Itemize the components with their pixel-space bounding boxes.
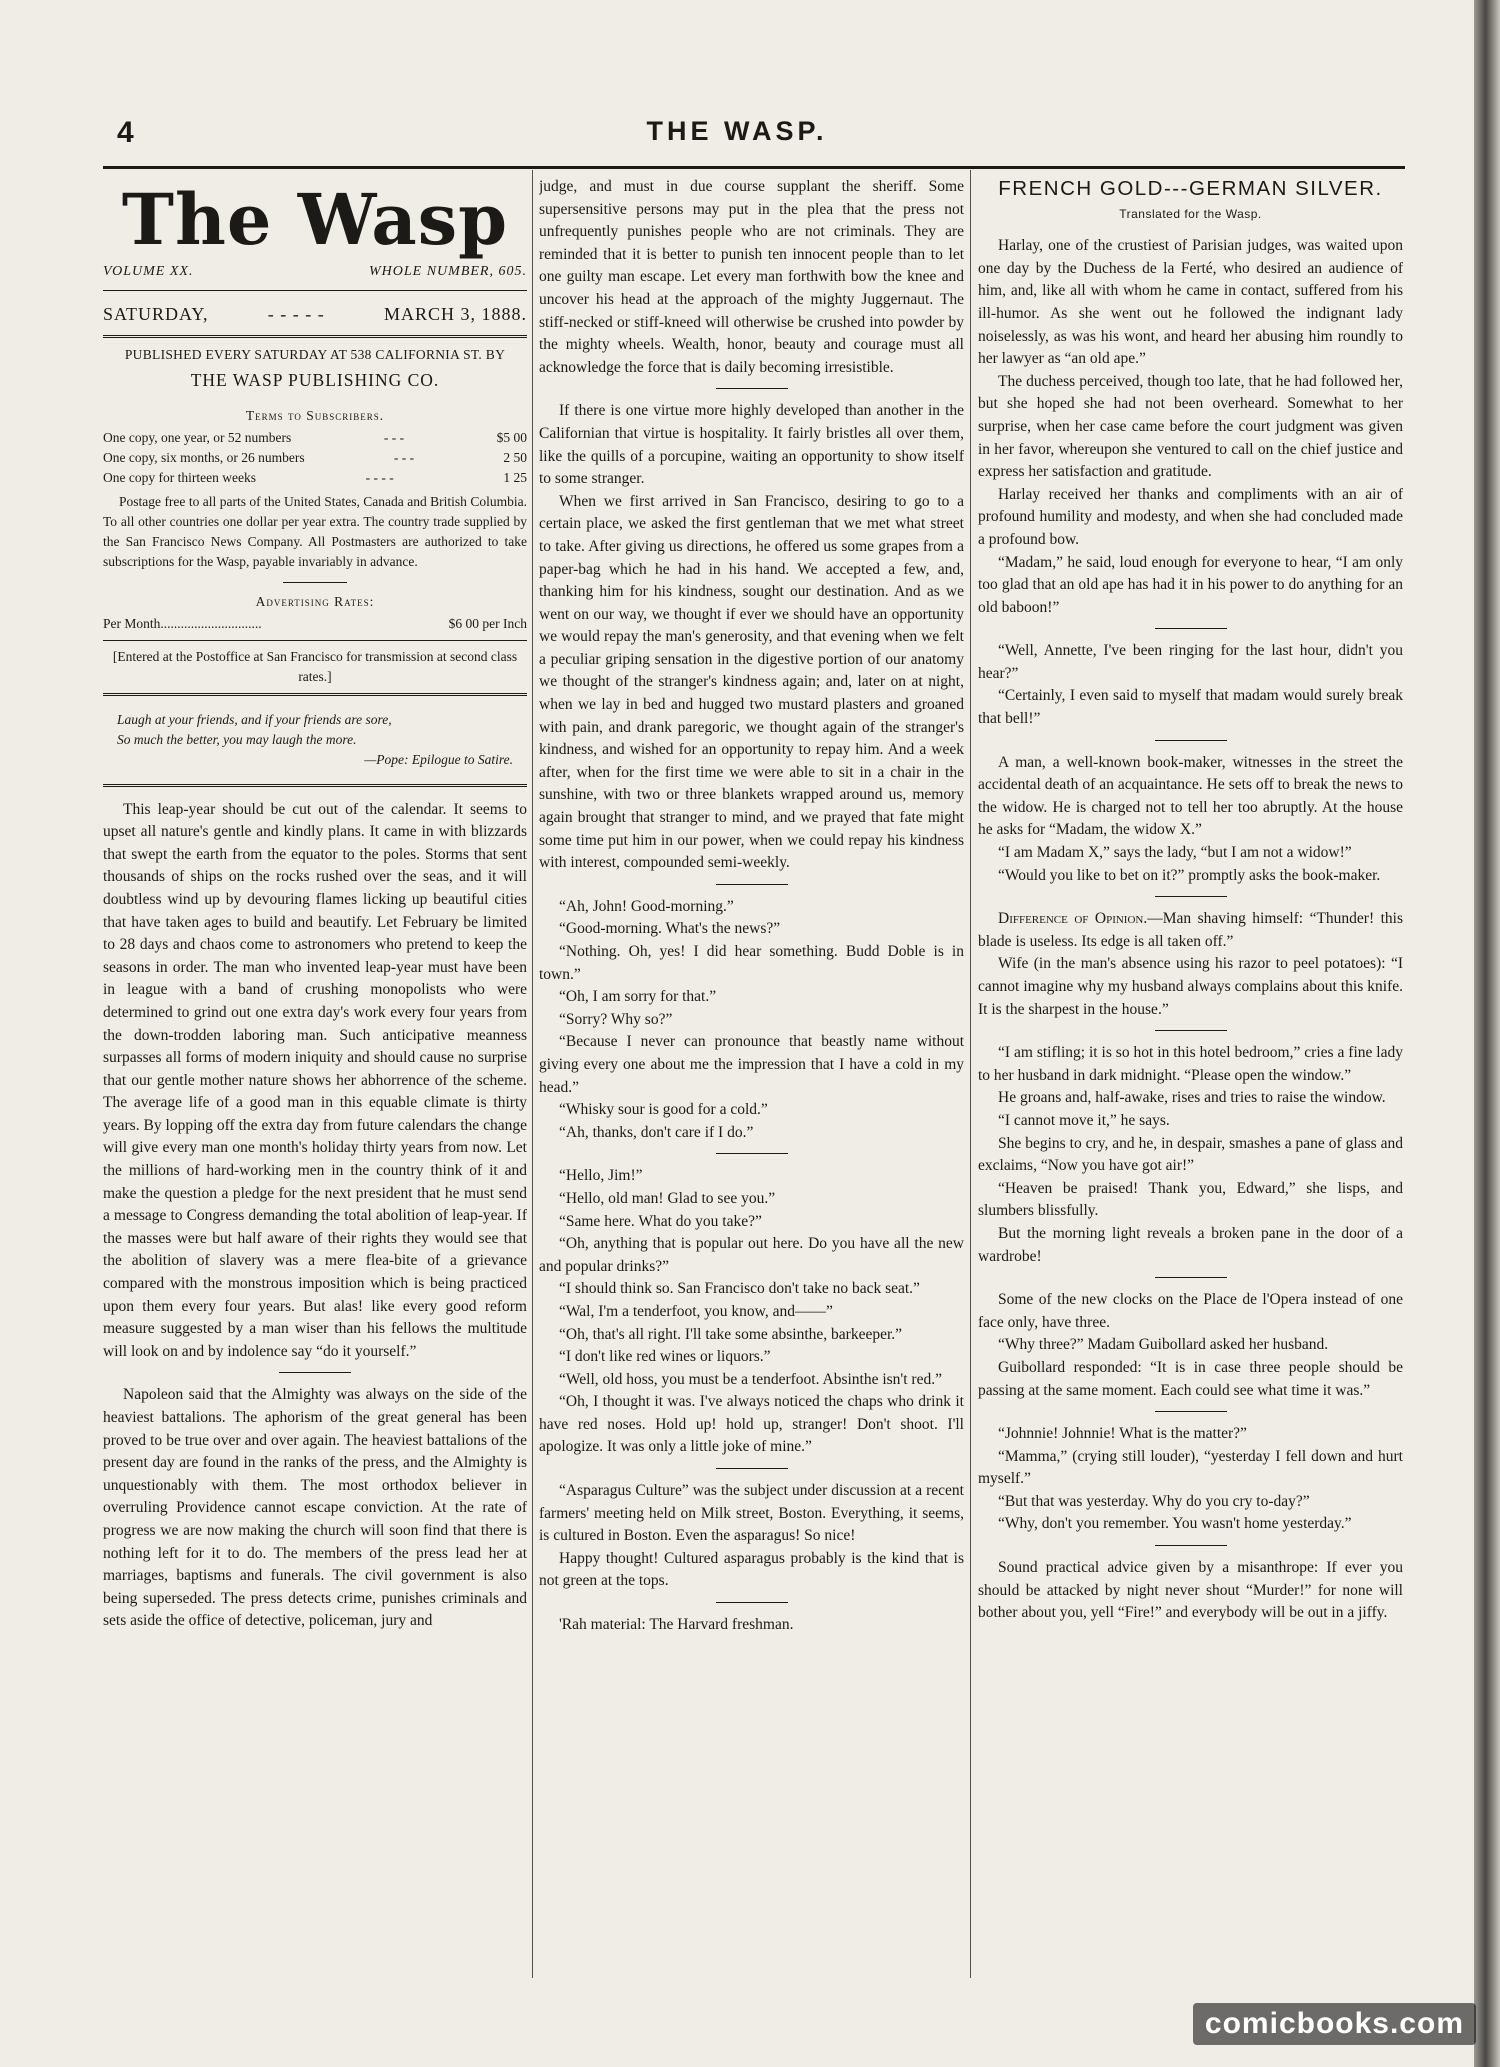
separator: [716, 388, 788, 389]
anecdote-paragraph: “Well, Annette, I've been ringing for the last hour, didn't you hear?”: [978, 642, 1403, 682]
motto-attribution: —Pope: Epilogue to Satire.: [364, 751, 513, 767]
column-2: [539, 176, 964, 1976]
editorial-napoleon: Napoleon said that the Almighty was always on the side of the heaviest battalions. The aphorism of the great general has been proved to be true over and over again. The heaviest battalions of the present day are found in the ranks of the press, and the Almighty is unquestionably with them. The most orthodox believer in overruling Providence cannot escape conviction. At the rate of progress we are now making the church will soon find that there is nothing left for it to do. The members of the press lead her at marriages, baptisms and funerals. The civil government is also being superseded. The press detects crime, punishes criminals and sets aside the office of detective, policeman, jury and: [103, 1386, 527, 1630]
anecdote-paragraph: “I cannot move it,” he says.: [998, 1111, 1170, 1129]
separator: [716, 884, 788, 885]
anecdote-paragraph: Guibollard responded: “It is in case three people should be passing at the same moment. Each could see what time it was.”: [978, 1358, 1403, 1399]
publisher: THE WASP PUBLISHING CO.: [190, 369, 440, 390]
anecdote-paragraph: “Would you like to bet on it?” promptly asks the book-maker.: [998, 866, 1381, 884]
anecdote-paragraph: “Why, don't you remember. You wasn't home yesterday.”: [998, 1515, 1352, 1533]
separator: [716, 1602, 788, 1603]
divider: [103, 640, 527, 641]
separator: [1155, 628, 1227, 629]
price-value: $5 00: [496, 429, 527, 445]
harvard-quip: 'Rah material: The Harvard freshman.: [559, 1616, 794, 1634]
column-divider: [970, 170, 971, 1978]
anecdote-paragraph: But the morning light reveals a broken pane in the door of a wardrobe!: [978, 1224, 1403, 1265]
separator: [1155, 896, 1227, 897]
page-number: 4: [117, 116, 134, 149]
separator: [1155, 1545, 1227, 1546]
anecdote-paragraph: Sound practical advice given by a misanthrope: If ever you should be attacked by night never shout “Murder!” for none will bother about you, yell “Fire!” and everybody will be out in a jiffy.: [978, 1559, 1403, 1622]
postage-notice: Postage free to all parts of the United States, Canada and British Columbia. To all other countries one dollar per year extra. The country trade supplied by the San Francisco News Company. All Postmasters are authorized to take subscriptions for the Wasp, payable invariably in advance.: [103, 493, 527, 569]
dialogue-line: “Ah, John! Good-morning.”: [559, 897, 734, 915]
motto: [103, 702, 527, 778]
dialogue-line: “Good-morning. What's the news?”: [559, 920, 781, 938]
separator: [716, 1153, 788, 1154]
dialogue-line: “Well, old hoss, you must be a tenderfoot. Absinthe isn't red.”: [559, 1370, 942, 1388]
column-1: [103, 176, 527, 1976]
anecdote-paragraph: She begins to cry, and he, in despair, smashes a pane of glass and exclaims, “Now you have got air!”: [978, 1134, 1403, 1175]
issue-date: MARCH 3, 1888.: [383, 303, 527, 324]
entered-notice: [Entered at the Postoffice at San Francisco for transmission at second class rates.]: [112, 648, 518, 684]
anecdote-text: —Man shaving himself: “Thunder! this blade is useless. Its edge is all taken off.”: [978, 910, 1403, 950]
anecdote-paragraph: Some of the new clocks on the Place de l'Opera instead of one face only, have three.: [978, 1291, 1403, 1331]
dialogue-line: “Oh, I am sorry for that.”: [559, 988, 717, 1006]
dialogue-line: “Sorry? Why so?”: [559, 1010, 673, 1028]
anecdote-paragraph: “I am stifling; it is so hot in this hotel bedroom,” cries a fine lady to her husband in dark midnight. “Please open the window.”: [978, 1044, 1403, 1084]
anecdote-paragraph: “Heaven be praised! Thank you, Edward,” she lisps, and slumbers blissfully.: [978, 1179, 1403, 1220]
editorial-continued: judge, and must in due course supplant the sheriff. Some supersensitive persons may put in the plea that the press not unfrequently punishes people who are not criminals. They are reminded that it is better to punish ten innocent people than to let one guilty man escape. Let every man forthwith bow the knee and uncover his head at the approach of the mighty Juggernaut. The stiff-necked or stiff-kneed will otherwise be crushed into powder by the mighty wheels. Wealth, honor, beauty and courage must all acknowledge the force that is daily becoming irresistible.: [539, 178, 964, 376]
date-dashes: - - - - -: [267, 303, 325, 324]
hospitality-paragraph: If there is one virtue more highly developed than another in the Californian that virtue is hospitality. It fairly bristles all over them, like the quills of a porcupine, waiting an opportunity to show itself to some stranger.: [539, 402, 964, 488]
article-title: FRENCH GOLD---GERMAN SILVER.: [998, 177, 1383, 200]
anecdote-paragraph: Harlay, one of the crustiest of Parisian judges, was waited upon one day by the Duchess de la Ferté, who desired an audience of him, and, like all with whom he came in contact, suffered from his ill-humor. As she went out he followed the indignant lady noiselessly, as was his wont, and heard her abusing him roundly to her lawyer as “an old ape.”: [978, 237, 1403, 368]
anecdote-paragraph: “Mamma,” (crying still louder), “yesterday I fell down and hurt myself.”: [978, 1447, 1403, 1488]
price-row: [103, 428, 527, 448]
anecdote-paragraph: A man, a well-known book-maker, witnesses in the street the accidental death of an acquaintance. He sets off to break the news to the widow. He is charged not to tell her too abruptly. At the house he asks for “Madam, the widow X.”: [978, 753, 1403, 839]
divider: [103, 335, 527, 338]
anecdote-paragraph: “Johnnie! Johnnie! What is the matter?”: [998, 1425, 1247, 1443]
header-rule: [103, 166, 1405, 169]
editorial-leap-year: This leap-year should be cut out of the calendar. It seems to upset all nature's gentle and kindly plans. It came in with blizzards that swept the earth from the equator to the poles. Storms that sent thousands of ships on the rocks rushed over the seas, and it will doubtless wind up by devouring flames licking up beautiful cities that have taken ages to build and beautify. Let February be limited to 28 days and chaos come to astronomers who pretend to keep the seasons in order. The man who invented leap-year must have been in league with a band of crushing monopolists who were determined to grind out one extra day's work every four years from the down-trodden laboring man. Such anticipative meanness surpasses all forms of modern iniquity and should cause no surprise that our gentle mother nature shows her abhorrence of the scheme. The average life of a good man in this equable climate is thirty years. By lopping off the extra day from future calendars the change will give every man one month's holiday thirty years from now. Let the millions of hard-working men in the country think of it and make the question a pledge for the next president that he must send a message to Congress demanding the total abolition of leap-year. If the masses were but half aware of their rights they would see that the abolition of slavery was a mere flea-bite of a grievance compared with the monstrous imposition which is being practiced upon them every four years. But alas! like every good reform measure suggested by a man wiser than his fellows the multitude will look on and by indolence say “do it yourself.”: [103, 800, 527, 1360]
anecdote-paragraph: “Certainly, I even said to myself that madam would surely break that bell!”: [978, 687, 1403, 728]
anecdote-paragraph: “I am Madam X,” says the lady, “but I am not a widow!”: [998, 844, 1352, 862]
anecdote-paragraph: The duchess perceived, though too late, that he had followed her, but she hoped she had not been overheard. Somewhat to her surprise, when her case came before the court judgment was given in her favor, whereupon she ventured to call on the chief justice and express her satisfaction and gratitude.: [978, 372, 1403, 481]
ad-rate-row: [103, 614, 527, 634]
ad-label: Per Month: [103, 615, 161, 631]
dialogue-line: “Same here. What do you take?”: [559, 1212, 762, 1230]
dialogue-line: “Oh, I thought it was. I've always noticed the chaps who drink it have red noses. Hold up! hold up, stranger! Don't shoot. I'll apologize. It was only a little joke of mine.”: [539, 1393, 964, 1456]
dialogue-line: “Because I never can pronounce that beastly name without giving every one about me the impression that I have a cold in my head.”: [539, 1033, 964, 1096]
dialogue-line: “Wal, I'm a tenderfoot, you know, and——”: [559, 1302, 833, 1320]
dialogue-line: “Hello, Jim!”: [559, 1167, 643, 1185]
section-lead: Difference of Opinion.: [998, 910, 1148, 928]
dialogue-line: “I should think so. San Francisco don't take no back seat.”: [559, 1280, 920, 1298]
asparagus-paragraph: “Asparagus Culture” was the subject under discussion at a recent farmers' meeting held on Milk street, Boston. Everything, it seems, is cultured in Boston. Even the asparagus! So nice!: [539, 1482, 964, 1545]
price-row: [103, 468, 527, 488]
anecdote-paragraph: Wife (in the man's absence using his razor to peel potatoes): “I cannot imagine why my husband always complains about this knife. It is the sharpest in the house.”: [978, 955, 1403, 1018]
price-value: 1 25: [503, 469, 527, 485]
ad-price: $6 00 per Inch: [448, 615, 527, 631]
price-dots: - - - -: [365, 469, 394, 485]
dialogue-line: “Whisky sour is good for a cold.”: [559, 1101, 768, 1119]
divider: [103, 784, 527, 787]
divider: [283, 582, 347, 583]
price-row: [103, 448, 527, 468]
anecdote-paragraph: “Madam,” he said, loud enough for everyone to hear, “I am only too glad that an old ape has had it in his power to do anything for an old baboon!”: [978, 553, 1403, 616]
column-3: [978, 176, 1403, 1976]
page-binding-edge: [1474, 0, 1500, 2067]
separator: [1155, 1411, 1227, 1412]
anecdote-paragraph: Harlay received her thanks and compliments with an air of profound humility and modesty, and when she had concluded made a profound bow.: [978, 485, 1403, 548]
divider: [103, 693, 527, 696]
price-label: One copy for thirteen weeks: [103, 469, 256, 485]
whole-number: WHOLE NUMBER, 605.: [369, 264, 527, 279]
price-dots: - - -: [393, 449, 415, 465]
ad-dots: ..............................: [160, 615, 262, 631]
date-line: [103, 297, 527, 330]
published-line: PUBLISHED EVERY SATURDAY AT 538 CALIFORNIA ST. BY: [124, 347, 506, 363]
separator: [716, 1468, 788, 1469]
separator: [1155, 1277, 1227, 1278]
anecdote-paragraph: [978, 908, 1403, 953]
volume: VOLUME XX.: [103, 264, 194, 279]
volume-line: [103, 261, 527, 284]
price-value: 2 50: [503, 449, 527, 465]
dialogue-line: “Hello, old man! Glad to see you.”: [559, 1189, 776, 1207]
separator: [1155, 1030, 1227, 1031]
dialogue-line: “Nothing. Oh, yes! I did hear something. Budd Doble is in town.”: [539, 943, 964, 983]
masthead-title: The Wasp: [121, 178, 509, 261]
divider: [103, 290, 527, 291]
dialogue-line: “Oh, anything that is popular out here. Do you have all the new and popular drinks?”: [539, 1235, 964, 1275]
separator: [1155, 740, 1227, 741]
site-watermark: comicbooks.com: [1193, 2003, 1476, 2045]
article-subtitle: Translated for the Wasp.: [1119, 206, 1262, 221]
dialogue-line: “Ah, thanks, don't care if I do.”: [559, 1123, 754, 1141]
anecdote-paragraph: He groans and, half-awake, rises and tries to raise the window.: [998, 1089, 1386, 1107]
day: SATURDAY,: [103, 303, 209, 324]
dialogue-line: “I don't like red wines or liquors.”: [559, 1348, 771, 1366]
column-divider: [532, 170, 533, 1978]
price-label: One copy, one year, or 52 numbers: [103, 429, 292, 445]
price-dots: - - -: [383, 429, 405, 445]
separator: [279, 1372, 351, 1373]
anecdote-paragraph: “Why three?” Madam Guibollard asked her husband.: [998, 1336, 1329, 1354]
dialogue-line: “Oh, that's all right. I'll take some absinthe, barkeeper.”: [559, 1325, 903, 1343]
terms-heading: Terms to Subscribers.: [245, 408, 385, 424]
motto-line: Laugh at your friends, and if your friends are sore,: [117, 711, 392, 727]
price-label: One copy, six months, or 26 numbers: [103, 449, 305, 465]
asparagus-followup: Happy thought! Cultured asparagus probably is the kind that is not green at the tops.: [539, 1549, 964, 1590]
anecdote-paragraph: “But that was yesterday. Why do you cry to-day?”: [998, 1492, 1310, 1510]
hospitality-story: When we first arrived in San Francisco, desiring to go to a certain place, we asked the first gentleman that we met what street to take. After giving us directions, he offered us some grapes from a paper-bag which he had in his hand. We accepted a few, and, thanking him for his kindness, sought our destination. And as we went on our way, we thought if ever we should have an opportunity we would repay the man's generosity, and that evening when we felt a peculiar griping sensation in the digestive portion of our anatomy we thought of the stranger's kindness again; and, later on at night, when we lay in bed and hugged two mustard plasters and groaned with pain, and drank paregoric, we thought again of the stranger's kindness, and wished for an opportunity to repay him. And a week after, when for the first time we were able to sit in a chair in the sunshine, with two or three blankets wrapped around us, memory again brought that stranger to mind, and we prayed that fate might some time put him in our power, when we could repay his kindness with interest, compounded semi-weekly.: [539, 492, 964, 872]
ad-rates-heading: Advertising Rates:: [255, 593, 375, 609]
running-head: THE WASP.: [646, 116, 828, 146]
motto-line: So much the better, you may laugh the more.: [117, 731, 357, 747]
